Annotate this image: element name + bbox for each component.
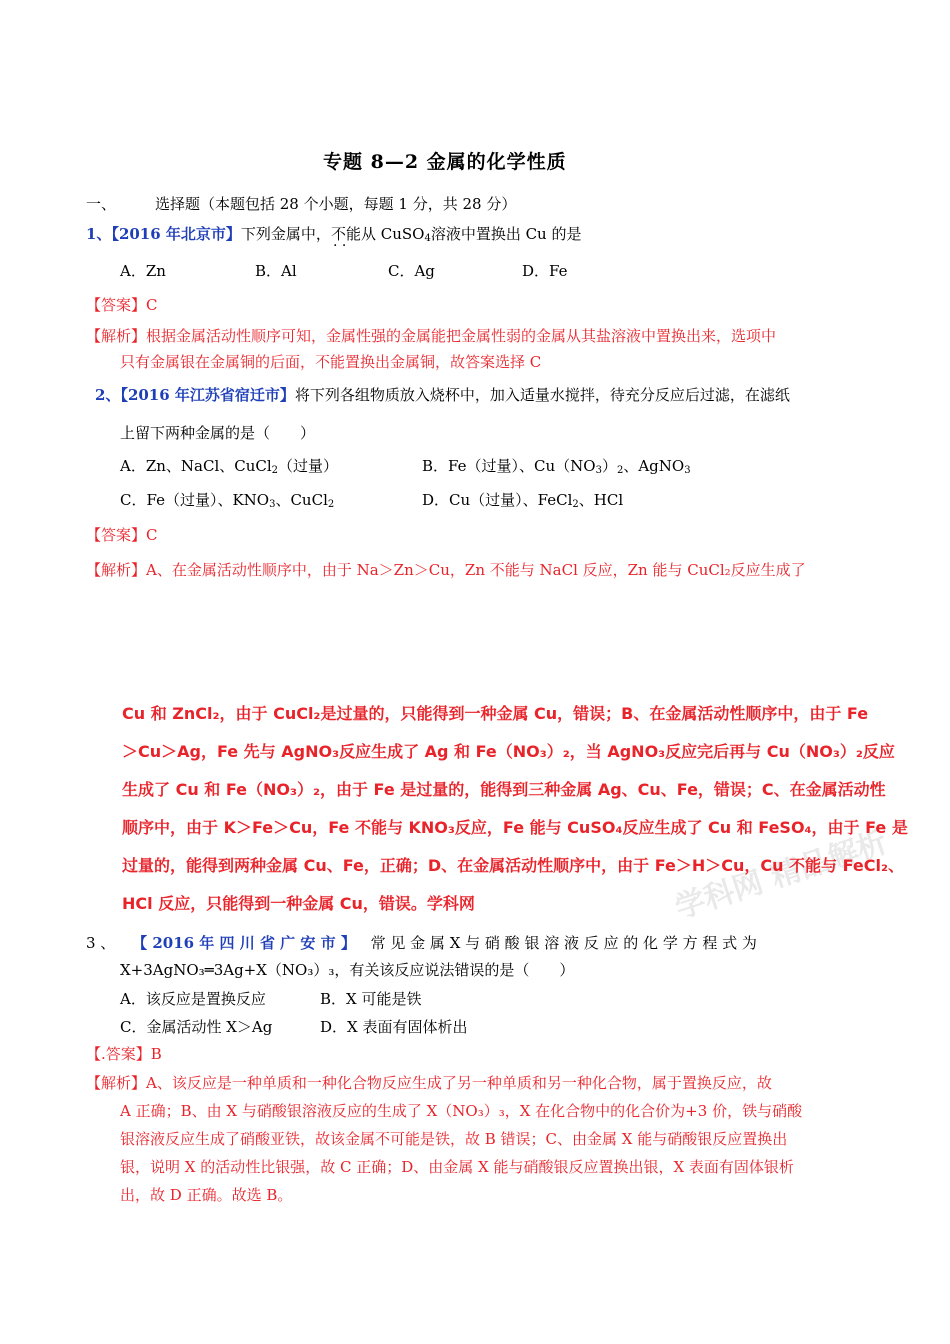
analysis-image-line-6: HCl 反应，只能得到一种金属 Cu，错误。学科网 — [122, 894, 475, 913]
question-1-source: 【2016 年北京市】 — [111, 225, 241, 243]
analysis-image-line-5: 过量的，能得到两种金属 Cu、Fe，正确；D、在金属活动性顺序中，由于 Fe＞H＞Cu，Cu 不能与 FeCl₂、 — [122, 856, 904, 875]
question-3-analysis-line-2: A 正确；B、由 X 与硝酸银溶液反应的生成了 X（NO₃）₃，X 在化合物中的化合价为+3 价，铁与硝酸 — [120, 1102, 803, 1120]
question-1-stem-mid: 从 CuSO — [360, 225, 425, 243]
question-1-answer — [86, 295, 158, 315]
answer-label: 【答案】 — [86, 526, 147, 544]
question-3-option-a: A．该反应是置换反应 — [120, 990, 266, 1008]
question-3-option-d: D．X 表面有固体析出 — [320, 1018, 468, 1036]
question-2-analysis-line-1 — [86, 560, 806, 580]
question-1-emphasis: 不能 · · — [331, 225, 361, 243]
analysis-image-line-1: Cu 和 ZnCl₂，由于 CuCl₂是过量的，只能得到一种金属 Cu，错误；B、在金属活动性顺序中，由于 Fe — [122, 704, 869, 723]
question-2-option-d: D．Cu（过量）、FeCl$_2$、HCl — [422, 491, 624, 510]
question-1-stem — [86, 224, 582, 244]
question-2-number: 2、 — [95, 386, 121, 404]
question-2-option-b: B．Fe（过量）、$Cu(NO_3)_2$、AgNO$_3$ — [422, 457, 691, 476]
question-3-answer — [86, 1044, 162, 1064]
answer-label: 【.答案】 — [86, 1045, 151, 1063]
question-2-answer — [86, 525, 158, 545]
answer-value: B — [150, 1045, 162, 1063]
question-2-option-c: C．Fe（过量）、$KNO_3$、CuCl$_2$ — [120, 491, 335, 510]
question-1-option-a: A．Zn — [120, 262, 166, 280]
question-3-analysis-line-4: 银，说明 X 的活动性比银强，故 C 正确；D、由金属 X 能与硝酸银反应置换出银，X 表面有固体银析 — [120, 1158, 794, 1176]
question-3-option-c: C．金属活动性 X＞Ag — [120, 1018, 273, 1036]
question-2-option-a: A．Zn、NaCl、CuCl$_2$（过量） — [120, 457, 339, 476]
section-heading: 选择题（本题包括 28 个小题，每题 1 分，共 28 分） — [155, 195, 517, 213]
question-2-stem-line-1 — [95, 385, 790, 405]
question-1-option-d: D．Fe — [522, 262, 568, 280]
answer-value: C — [146, 296, 158, 314]
question-3-stem-line-2: X+3AgNO₃═3Ag+X（NO₃）₃，有关该反应说法错误的是（ ） — [120, 961, 575, 979]
analysis-image-line-2: ＞Cu＞Ag，Fe 先与 AgNO₃反应生成了 Ag 和 Fe（NO₃）₂，当 AgNO₃反应完后再与 Cu（NO₃）₂反应 — [122, 742, 895, 761]
question-3-analysis-line-3: 银溶液反应生成了硝酸亚铁，故该金属不可能是铁，故 B 错误；C、由金属 X 能与硝酸银反应置换出 — [120, 1130, 788, 1148]
question-2-source: 【2016 年江苏省宿迁市】 — [120, 386, 295, 404]
analysis-image-line-4: 顺序中，由于 K＞Fe＞Cu，Fe 不能与 KNO₃反应，Fe 能与 CuSO₄反应生成了 Cu 和 FeSO₄，由于 Fe 是 — [122, 818, 908, 837]
analysis-image-block — [110, 690, 908, 927]
analysis-text: 根据金属活动性顺序可知，金属性强的金属能把金属性弱的金属从其盐溶液中置换出来，选项中 — [146, 327, 777, 345]
question-2-stem-text: 将下列各组物质放入烧杯中，加入适量水搅拌，待充分反应后过滤，在滤纸 — [294, 386, 790, 404]
analysis-text: A、该反应是一种单质和一种化合物反应生成了另一种单质和另一种化合物，属于置换反应，故 — [146, 1074, 772, 1092]
question-3-stem-line-1 — [86, 933, 757, 953]
question-3-option-b: B．X 可能是铁 — [320, 990, 422, 1008]
analysis-text: A、在金属活动性顺序中，由于 Na＞Zn＞Cu，Zn 不能与 NaCl 反应，Zn 能与 CuCl₂反应生成了 — [146, 561, 806, 579]
question-1-analysis-line-1 — [86, 326, 776, 346]
answer-value: C — [146, 526, 158, 544]
answer-label: 【答案】 — [86, 296, 147, 314]
question-1-option-c: C．Ag — [388, 262, 435, 280]
question-2-stem-line-2: 上留下两种金属的是（ ） — [120, 424, 316, 442]
analysis-image-line-3: 生成了 Cu 和 Fe（NO₃）₂，由于 Fe 是过量的，能得到三种金属 Ag、Cu、Fe，错误；C、在金属活动性 — [122, 780, 886, 799]
question-1-subscript: 4 — [424, 233, 431, 244]
analysis-label: 【解析】 — [86, 327, 147, 345]
section-number: 一、 — [86, 195, 117, 213]
question-1-analysis-line-2: 只有金属银在金属铜的后面，不能置换出金属铜，故答案选择 C — [120, 353, 542, 371]
question-3-analysis-line-5: 出，故 D 正确。故选 B。 — [120, 1186, 293, 1204]
question-1-stem-post: 溶液中置换出 Cu 的是 — [430, 225, 582, 243]
analysis-label: 【解析】 — [86, 561, 147, 579]
question-3-number: 3 、 — [86, 934, 116, 952]
analysis-label: 【解析】 — [86, 1074, 147, 1092]
question-3-stem-text: 常 见 金 属 X 与 硝 酸 银 溶 液 反 应 的 化 学 方 程 式 为 — [370, 934, 757, 952]
question-1-option-b: B．Al — [255, 262, 297, 280]
question-1-number: 1、 — [86, 225, 112, 243]
page-title: 专题 8—2 金属的化学性质 — [323, 151, 567, 173]
watermark: 学科网 精品解析 — [671, 824, 892, 927]
question-3-source: 【 2016 年 四 川 省 广 安 市 】 — [132, 934, 356, 952]
question-1-stem-pre: 下列金属中， — [240, 225, 331, 243]
question-3-analysis-line-1 — [86, 1073, 772, 1093]
